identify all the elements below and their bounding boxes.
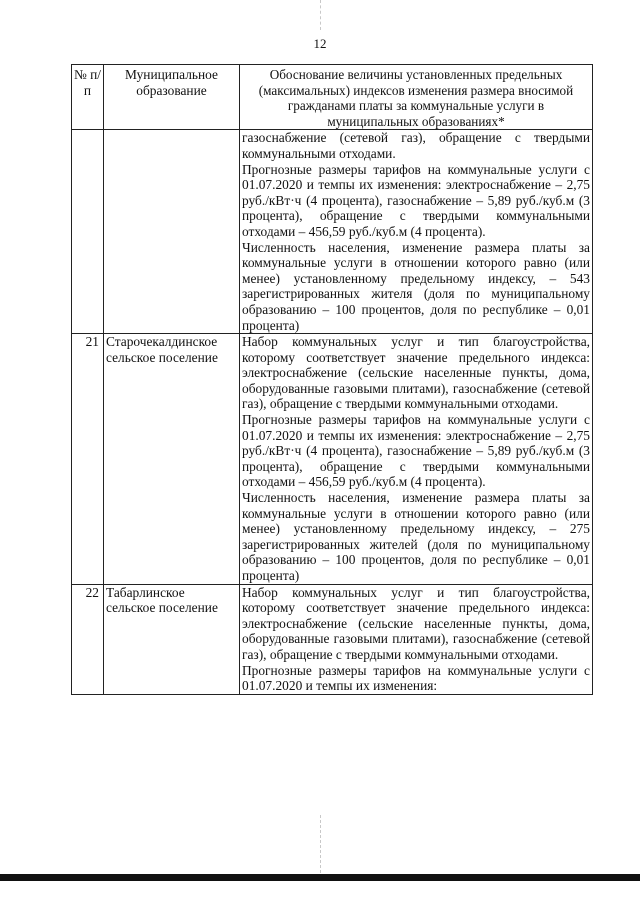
table-header-row bbox=[72, 65, 593, 130]
page-number: 12 bbox=[313, 36, 327, 51]
municipality-name: Старочекалдинское сельское поселение bbox=[104, 334, 240, 585]
row-number: 21 bbox=[72, 334, 104, 585]
table-row bbox=[72, 334, 593, 585]
description-paragraph: Прогнозные размеры тарифов на коммунальные услуги с 01.07.2020 и темпы их изменения: электроснабжение – 2,75 руб./кВт·ч (4 процента), газоснабжение – 5,89 руб./куб.м (3 процента), обращение с твердыми коммунальными отходами – 456,59 руб./куб.м (4 процента). bbox=[242, 161, 590, 239]
scan-bottom-edge bbox=[0, 874, 640, 881]
description-cell bbox=[240, 334, 593, 585]
description-paragraph: Численность населения, изменение размера платы за коммунальные услуги в отношении которого равно (или менее) установленному предельному индексу, – 543 зарегистрированных жителя (доля по муниципальному образованию – 100 процентов, доля по республике – 0,01 процента) bbox=[242, 239, 590, 333]
page-fold-mark-top bbox=[320, 0, 321, 30]
row-number bbox=[72, 130, 104, 334]
table-row bbox=[72, 584, 593, 694]
description-paragraph: Набор коммунальных услуг и тип благоустройства, которому соответствует значение предельного индекса: электроснабжение (сельские населенные пункты, дома, оборудованные газовыми плитами), газоснабжение (сетевой газ), обращение с твердыми коммунальными отходами. bbox=[242, 584, 590, 662]
description-paragraph: Набор коммунальных услуг и тип благоустройства, которому соответствует значение предельного индекса: электроснабжение (сельские населенные пункты, дома, оборудованные газовыми плитами), газоснабжение (сетевой газ), обращение с твердыми коммунальными отходами. bbox=[242, 334, 590, 412]
page-fold-mark-bottom bbox=[320, 815, 321, 873]
row-number: 22 bbox=[72, 584, 104, 694]
description-paragraph: Численность населения, изменение размера платы за коммунальные услуги в отношении которого равно (или менее) установленному предельному индексу, – 275 зарегистрированных жителей (доля по муниципальному образованию – 100 процентов, доля по республике – 0,01 процента) bbox=[242, 490, 590, 583]
municipality-name: Табарлинское сельское поселение bbox=[104, 584, 240, 694]
table-row bbox=[72, 130, 593, 334]
description-cell bbox=[240, 130, 593, 334]
tariff-table bbox=[71, 64, 593, 695]
header-municipality: Муниципальное образование bbox=[104, 65, 240, 130]
description-cell bbox=[240, 584, 593, 694]
header-num: № п/п bbox=[72, 65, 104, 130]
description-paragraph: Прогнозные размеры тарифов на коммунальные услуги с 01.07.2020 и темпы их изменения: bbox=[242, 662, 590, 694]
municipality-name bbox=[104, 130, 240, 334]
table-body bbox=[72, 130, 593, 694]
header-description: Обоснование величины установленных предельных (максимальных) индексов изменения размера вносимой гражданами платы за коммунальные услуги в муниципальных образованиях* bbox=[240, 65, 593, 130]
description-paragraph: Прогнозные размеры тарифов на коммунальные услуги с 01.07.2020 и темпы их изменения: электроснабжение – 2,75 руб./кВт·ч (4 процента), газоснабжение – 5,89 руб./куб.м (3 процента), обращение с твердыми коммунальными отходами – 456,59 руб./куб.м (4 процента). bbox=[242, 412, 590, 490]
description-paragraph: газоснабжение (сетевой газ), обращение с твердыми коммунальными отходами. bbox=[242, 130, 590, 161]
